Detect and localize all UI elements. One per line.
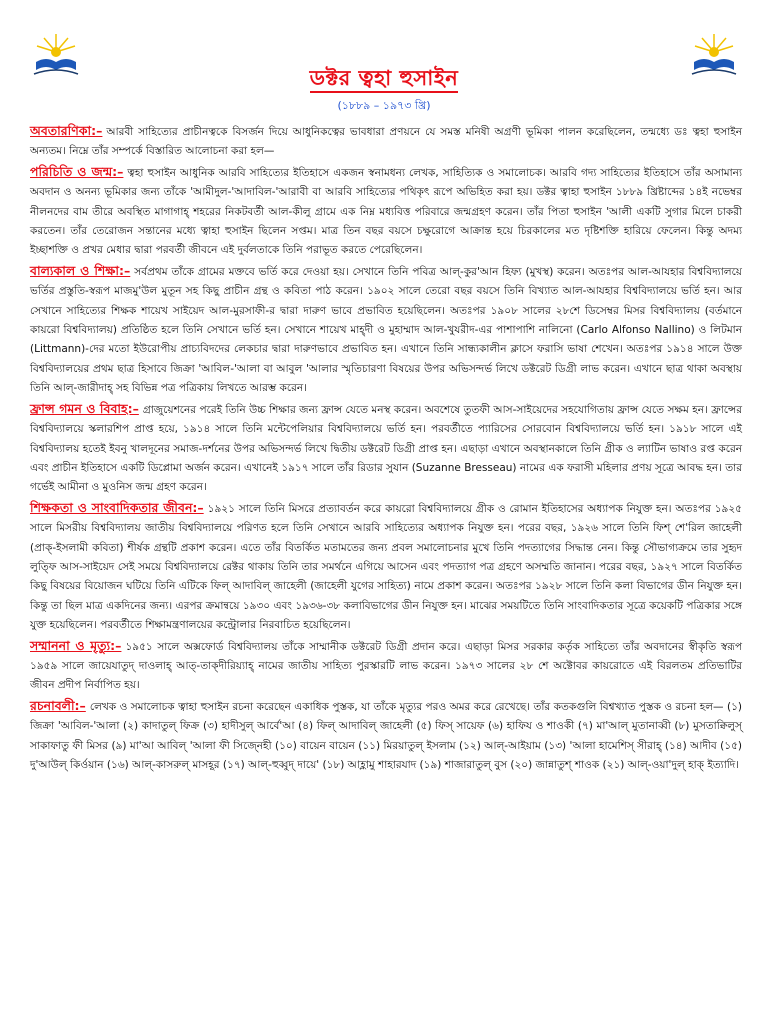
section-text: ত্বহা হুসাইন আধুনিক আরবি সাহিত্যের ইতিহাসে একজন স্বনামধন্য লেখক, সাহিত্যিক ও সমালোচক। আরবি গদ্য সাহিত্যের ইতিহাসে তাঁর অসামান্য অবদান ও অনন্য ভূমিকার জন্য তাঁকে 'আমীদুল-'আদাবিল-'আরাবী বা আরবি সাহিত্যের পথিকৃৎ রূপে অভিহিত করা হয়। ডক্টর ত্বাহা হুসাইন ১৮৮৯ খ্রিষ্টাব্দের ১৪ই নভেম্বর নীলনদের বাম তীরে অবস্থিত মাগাগাহ্ শহরের নিকটবর্তী আল-কীলু গ্রামে এক নিম্ন মধ্যবিত্ত পরিবারে জন্মগ্রহণ করেন। তাঁর পিতা হুসাইন 'আলী একটি সুগার মিলে চাকরী করতেন। তাঁর তেরোজন সন্তানের মধ্যে ত্বাহা হুসাইন ছিলেন সপ্তম। মাত্র তিন বছর বয়সে চক্ষুরোগে আক্রান্ত হয়ে চিরকালের মত দৃষ্টিশক্তি হারিয়ে ফেলেন। কিন্তু অদম্য ইচ্ছাশক্তি ও প্রখর মেধার দ্বারা পরবর্তী জীবনে এই দুর্বলতাকে তিনি পরাভূত করতে পেরেছিলেন।: [30, 166, 742, 257]
section-birth: [30, 162, 742, 261]
page-title: [0, 62, 768, 97]
section-career: [30, 498, 742, 636]
section-heading: শিক্ষকতা ও সাংবাদিকতার জীবন:–: [30, 499, 204, 515]
section-france: [30, 399, 742, 498]
section-text: ১৯২১ সালে তিনি মিসরে প্রত্যাবর্তন করে কায়রো বিশ্ববিদ্যালয়ে গ্রীক ও রোমান ইতিহাসের অধ্যাপক নিযুক্ত হন। অতঃপর ১৯২৫ সালে মিসরীয় বিশ্ববিদ্যালয় জাতীয় বিশ্ববিদ্যালয়ে পরিণত হলে তিনি সেখানে আরবি সাহিত্যের অধ্যাপক নিযুক্ত হন। পরের বছর, ১৯২৬ সালে তিনি ফিশ্ শে'রিল জাহেলী (প্রাক্-ইসলামী কবিতা) শীর্ষক গ্রন্থটি প্রকাশ করেন। এতে তাঁর বিতর্কিত মতামতের জন্য প্রবল সমালোচনার মুখে তিনি পদত্যাগের সিদ্ধান্ত নেন। কিন্তু সৌভাগ্যক্রমে তার সুহৃদ লুত্ফি আস-সাইয়েদ সেই সময়ে বিশ্ববিদ্যালয়ে রেক্টর থাকায় তিনি তার সমর্থনে এগিয়ে আসেন এবং পদত্যাগ পত্র গ্রহণে অসম্মতি জানান। পরের বছর, ১৯২৭ সালে বিতর্কিত কিছু বিষয়ের বিয়োজন ঘটিয়ে তিনি এটিকে ফিল্ আদাবিল্ জাহেলী (জাহেলী যুগের সাহিত্য) নামে প্রকাশ করেন। অতঃপর ১৯২৮ সালে তিনি কলা বিভাগের ডীন নিযুক্ত হন। কিন্তু তা ছিল মাত্র একদিনের জন্য। এরপর ক্রমান্বয়ে ১৯৩০ এবং ১৯৩৬-৩৮ কলাবিভাগের ডীন নিযুক্ত হন। মাঝের সময়টিতে তিনি সাংবাদিকতার সূত্রে কয়েকটি পত্রিকার সঙ্গে যুক্ত হয়েছিলেন। পরবর্তীতে শিক্ষামন্ত্রণালয়ের কন্ট্রোলার নিরবাচিত হয়েছিলেন।: [30, 502, 742, 632]
section-text: ১৯৫১ সালে অক্সফোর্ড বিশ্ববিদ্যালয় তাঁকে সাম্মানীক ডক্টরেট ডিগ্রী প্রদান করে। এছাড়া মিসর সরকার কর্তৃক সাহিত্যে তাঁর অবদানের স্বীকৃতি স্বরূপ ১৯৫৯ সালে জায়েযাতুদ্ দাওলাহ্ আত্-তাক্দীরিয়্যাহ্ নামের জাতীয় সাহিত্য পুরস্কারটি লাভ করেন। ১৯৭৩ সালের ২৮ শে অক্টোবর কায়রোতে এই বিরলতম প্রতিভাটির জীবন প্রদীপ নির্বাপিত হয়।: [30, 640, 742, 692]
life-dates: (১৮৮৯ – ১৯৭৩ খ্রি): [337, 99, 431, 112]
section-heading: অবতারণিকা:–: [30, 123, 103, 138]
section-heading: সম্মাননা ও মৃত্যু:–: [30, 637, 122, 653]
title-text: ডক্টর ত্বহা হুসাইন: [310, 66, 459, 93]
section-heading: পরিচিতি ও জন্ম:–: [30, 163, 124, 179]
section-introduction: [30, 121, 742, 162]
section-text: গ্রাজুয়েশনের পরেই তিনি উচ্চ শিক্ষার জন্য ফ্রান্স যেতে মনস্থ করেন। অবশেষে তুতফী আস-সাইয়েদের সহযোগিতায় ফ্রান্স যেতে সক্ষম হন। ফ্রান্সের বিশ্ববিদ্যালয়ে স্কলারশিপ প্রাপ্ত হয়ে, ১৯১৪ সালে তিনি মন্টেপেলিয়ার বিশ্ববিদ্যালয়ে ভর্তি হন। পরবর্তীতে প্যারিসের সোরবোন বিশ্ববিদ্যালয়ে ভর্তি হন। ১৯১৮ সালে এই বিশ্ববিদ্যালয় হতেই ইবনু খালদূনের সমাজ-দর্শনের উপর অভিসন্দর্ভ লিখে দ্বিতীয় ডক্টরেট ডিগ্রী প্রাপ্ত হন। এছাড়া এখানে অবস্থানকালে তিনি গ্রীক ও ল্যাটিন ভাষাও রপ্ত করেন এবং প্রাচীন ইতিহাসে একটি ডিপ্লোমা অর্জন করেন। এখানেই ১৯১৭ সালে তাঁর রিডার সুযান (Suzanne Bresseau) নামের এক ফরাসী মহিলার প্রণয় সূত্রে আবদ্ধ হন। তার গর্ভেই আমীনা ও মুওনিস জন্ম গ্রহণ করেন।: [30, 403, 742, 494]
section-heading: রচনাবলী:–: [30, 697, 86, 713]
section-heading: ফ্রান্স গমন ও বিবাহ:–: [30, 400, 139, 416]
article-body: [30, 121, 742, 775]
section-honors: [30, 636, 742, 696]
section-text: সর্বপ্রথম তাঁকে গ্রামের মক্তবে ভর্তি করে দেওয়া হয়। সেখানে তিনি পবিত্র আল্-কুর'আন হিফ্য (মুখস্থ) করেন। অতঃপর আল-আযহার বিশ্ববিদ্যালয়ে ভর্তির প্রস্তুতি-স্বরূপ মাজমু'উল মুতূন সহ কিছু প্রাচীন গ্রন্থ ও কবিতা পাঠ করেন। ১৯০২ সালে তেরো বছর বয়সে তিনি বিখ্যাত আল-আযহার বিশ্ববিদ্যালয়ে ভর্তি হন। আর সেখানে সাহিত্যের শিক্ষক শায়েখ সাইয়েদ আল-মুরসাফী-র দ্বারা দারুণ ভাবে প্রভাবিত হয়েছিলেন। অতঃপর ১৯০৮ সালের ২৮শে ডিসেম্বর মিসর বিশ্ববিদ্যালয় (বর্তমানে কায়রো বিশ্ববিদ্যালয়) প্রতিষ্ঠিত হলে তিনি সেখানে ভর্তি হন। সেখানে শায়েখ মাহ্দী ও মুহাম্মাদ আল-খুযরীদ-এর পাশাপাশি নালিনো (Carlo Alfonso Nallino) ও লিটমান (Littmann)-দের মতো ইউরোপীয় প্রাচ্যবিদদের লেকচার দ্বারা দারুণভাবে প্রভাবিত হন। এখানে তিনি সান্ধ্যকালীন ক্লাসে ফরাসি ভাষা শেখেন। অতঃপর ১৯১৪ সালে উক্ত বিশ্ববিদ্যালয়ের প্রথম ছাত্র হিসাবে জিক্রা 'আবিল-'আলা বা আবুল 'আলার স্মৃতিচারণা বিষয়ের উপর অভিসন্দর্ভ লিখে ডক্টরেট ডিগ্রী লাভ করেন। এখানে ছাত্র থাকা অবস্থায় তিনি আল্-জারীদাহ্ সহ বিভিন্ন পত্র পত্রিকায় লিখতে আরম্ভ করেন।: [30, 265, 742, 395]
section-text: আরবী সাহিত্যের প্রাচীনত্বকে বিসর্জন দিয়ে আধুনিকত্বের ভাবধারা প্রণয়নে যে সমস্ত মনিষী অগ্রণী ভূমিকা পালন করেছিলেন, তন্মধ্যে ডঃ ত্বহা হুসাইন অন্যতম। নিম্নে তাঁর সম্পর্কে বিস্তারিত আলোচনা করা হল—: [30, 126, 742, 158]
section-works: [30, 696, 742, 776]
section-heading: বাল্যকাল ও শিক্ষা:–: [30, 262, 131, 278]
section-education: [30, 261, 742, 399]
section-text: লেখক ও সমালোচক ত্বাহা হুসাইন রচনা করেছেন একাধিক পুস্তক, যা তাঁকে মৃত্যুর পরও অমর করে রেখেছে। তাঁর কতকগুলি বিশ্বখ্যাত পুস্তক ও রচনা হল— (১) জিক্রা 'আবিল-'আলা (২) কাদাতুল্ ফিক্র (৩) হাদীসুল্ আর্বে'আ (৪) ফিল্ আদাবিল্ জাহেলী (৫) ফিস্ সায়েফ (৬) হাফিয ও শাওকী (৭) মা'আল্ মুতানাব্বী (৮) মুসতাক্বিলুস্ সাকাফাতু ফী মিসর (৯) মা'আ আবিল্ 'আলা ফী সিজ্নেহী (১০) বায়েন বায়েন (১১) মিরয়াতুল্ ইসলাম (১২) আল্-আইয়াম (১৩) 'আলা হামেশিস্ সীরাহ্ (১৪) আদীব (১৫) দু'আউল্ কির্ওয়ান (১৬) আল্-কাসরুল্ মাসহূর (১৭) আল্-হুব্বুদ্ দায়ে' (১৮) আহ্লামু শাহারযাদ (১৯) শাজারাতুল্ বুস (২০) জান্নাতুশ্ শাওক (২১) আল্-ওয়া'দুল্ হাক্ ইত্যাদি।: [30, 700, 742, 771]
